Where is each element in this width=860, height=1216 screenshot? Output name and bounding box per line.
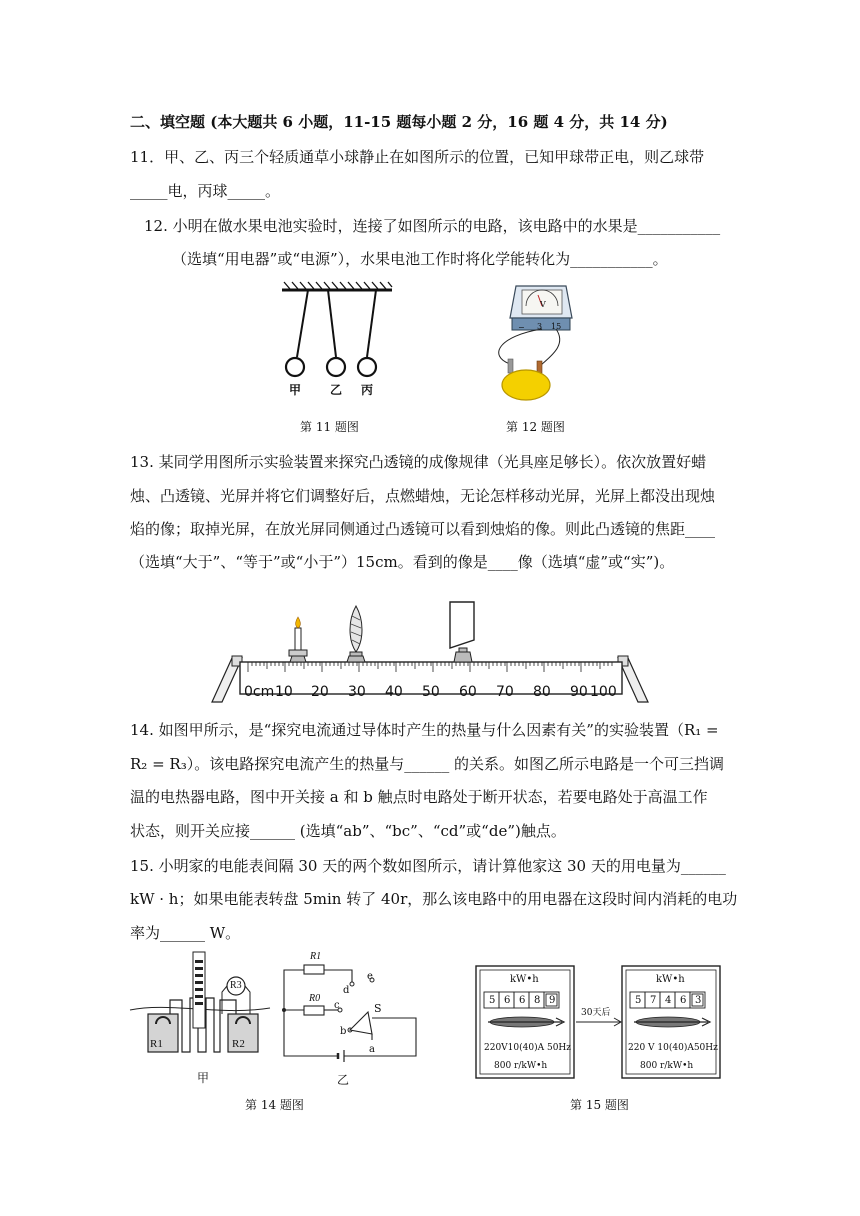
meter2-unit: kW•h [656, 974, 685, 985]
meter-arrow-label: 30天后 [581, 1008, 611, 1018]
fig14-r3-label: R3 [230, 980, 242, 991]
q15-line3: 率为______ W。 [130, 924, 241, 942]
meter1-digit-3: 6 [519, 995, 526, 1006]
q14-line2: R₂ = R₃）。该电路探究电流产生的热量与______ 的关系。如图乙所示电路是一个可三挡调 [130, 755, 724, 773]
meter2-digit-5: 3 [695, 995, 702, 1006]
fig14-r0-label: R0 [309, 993, 321, 1004]
fig12-meter-letter: V [540, 300, 546, 309]
fig14-switch-s: S [374, 1002, 382, 1015]
fig14-contact-a: a [369, 1044, 375, 1055]
bench-scale-90: 90 [570, 684, 588, 700]
bench-scale-100: 100 [590, 684, 617, 700]
q12-line2: （选填“用电器”或“电源”），水果电池工作时将化学能转化为___________。 [172, 250, 668, 268]
bench-scale-60: 60 [459, 684, 477, 700]
meter1-digit-4: 8 [534, 995, 541, 1006]
fig12-terminal-15: 15 [551, 322, 562, 331]
q15-line1: 15. 小明家的电能表间隔 30 天的两个数如图所示，请计算他家这 30 天的用电量为______ [130, 857, 726, 875]
fig11-caption: 第 11 题图 [300, 420, 359, 434]
fig14-contact-b: b [340, 1026, 347, 1037]
fig12-fruit-battery [488, 276, 588, 406]
bench-scale-40: 40 [385, 684, 403, 700]
q14-line3: 温的电热器电路，图中开关接 a 和 b 触点时电路处于断开状态，若要电路处于高温工作 [130, 788, 708, 806]
q11-line1: 11．甲、乙、丙三个轻质通草小球静止在如图所示的位置，已知甲球带正电，则乙球带 [130, 148, 705, 166]
fig14-contact-c: c [334, 1000, 340, 1011]
q14-line4: 状态，则开关应接______ (选填“ab”、“bc”、“cd”或“de”)触点。 [130, 822, 566, 840]
fig11-label-jia: 甲 [289, 383, 302, 397]
fig14-r1-label: R1 [150, 1038, 163, 1050]
q12-line1: 12. 小明在做水果电池实验时，连接了如图所示的电路，该电路中的水果是___________ [144, 217, 721, 235]
meter1-unit: kW•h [510, 974, 539, 985]
meter1-rev: 800 r/kW•h [494, 1061, 548, 1071]
meter1-digit-5: 9 [549, 995, 556, 1006]
q13-line1: 13. 某同学用图所示实验装置来探究凸透镜的成像规律（光具座足够长）。依次放置好蜡 [130, 453, 707, 471]
bench-scale-0: 0cm [244, 684, 275, 700]
fig14-contact-d: d [343, 985, 350, 996]
fig14-yi-label: 乙 [337, 1073, 350, 1087]
meter2-digit-2: 7 [650, 995, 657, 1006]
q13-line4: （选填“大于”、“等于”或“小于”）15cm。看到的像是____像（选填“虚”或“实”)。 [130, 553, 675, 571]
q13-line2: 烛、凸透镜、光屏并将它们调整好后，点燃蜡烛，无论怎样移动光屏，光屏上都没出现烛 [130, 487, 716, 505]
bench-scale-20: 20 [311, 684, 329, 700]
meter2-digit-3: 4 [665, 995, 672, 1006]
bench-scale-10: 10 [275, 684, 293, 700]
fig11-label-yi: 乙 [330, 383, 343, 397]
bench-scale-30: 30 [348, 684, 366, 700]
fig14-caption: 第 14 题图 [245, 1098, 304, 1112]
fig11-label-bing: 丙 [361, 383, 374, 397]
fig14-jia-label: 甲 [197, 1071, 210, 1085]
meter2-spec: 220 V 10(40)A50Hz [628, 1043, 718, 1053]
bench-scale-70: 70 [496, 684, 514, 700]
bench-scale-50: 50 [422, 684, 440, 700]
meter1-spec: 220V10(40)A 50Hz [484, 1043, 572, 1053]
q13-line3: 焰的像；取掉光屏，在放光屏同侧通过凸透镜可以看到烛焰的像。则此凸透镜的焦距____ [130, 520, 716, 538]
q15-line2: kW · h；如果电能表转盘 5min 转了 40r，那么该电路中的用电器在这段时间内消耗的电功 [130, 890, 738, 908]
fig14-r2-label: R2 [232, 1038, 245, 1050]
fig12-terminal-3: 3 [537, 322, 543, 331]
meter2-rev: 800 r/kW•h [640, 1061, 694, 1071]
fig14-yi-circuit [278, 950, 428, 1062]
fig14-yi-r1-label: R1 [310, 951, 322, 962]
bench-scale-80: 80 [533, 684, 551, 700]
meter1-digit-1: 5 [489, 995, 496, 1006]
fig14-contact-e: e [367, 971, 373, 982]
q11-line2: _____电，丙球_____。 [130, 182, 281, 200]
fig15-caption: 第 15 题图 [570, 1098, 629, 1112]
meter2-digit-1: 5 [635, 995, 642, 1006]
meter2-digit-4: 6 [680, 995, 687, 1006]
fig12-caption: 第 12 题图 [506, 420, 565, 434]
q14-line1: 14. 如图甲所示，是“探究电流通过导体时产生的热量与什么因素有关”的实验装置（R₁ = [130, 721, 719, 739]
meter1-digit-2: 6 [504, 995, 511, 1006]
section-title: 二、填空题 (本大题共 6 小题，11-15 题每小题 2 分，16 题 4 分，共 14 分) [130, 113, 668, 131]
fig12-terminal-neg: − [518, 323, 525, 332]
